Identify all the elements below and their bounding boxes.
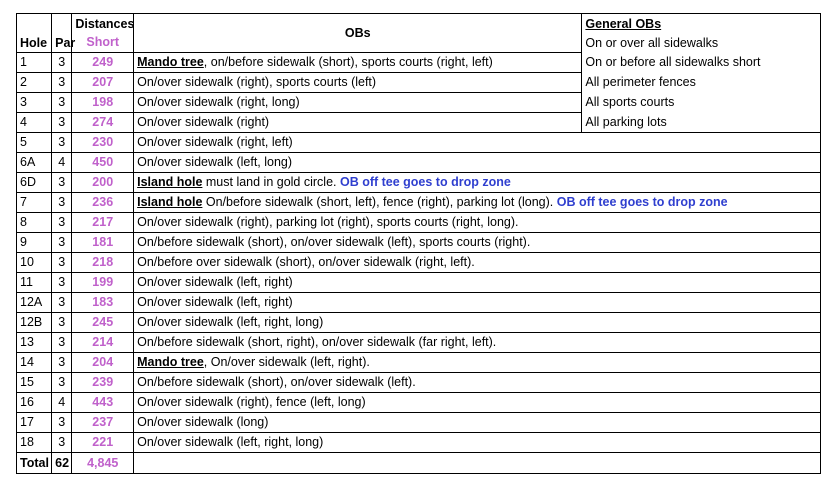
par-value: 3 xyxy=(52,432,72,452)
distance-value: 274 xyxy=(72,112,134,132)
par-value: 3 xyxy=(52,272,72,292)
ob-text: On/over sidewalk (right, left) xyxy=(137,135,293,149)
table-row xyxy=(17,252,821,272)
hole-number: 7 xyxy=(17,192,52,212)
distances-header xyxy=(72,14,134,53)
general-ob-item: All sports courts xyxy=(582,92,821,112)
obs-header: OBs xyxy=(134,14,582,53)
total-row xyxy=(17,452,821,473)
par-value: 3 xyxy=(52,332,72,352)
general-ob-item: All perimeter fences xyxy=(582,72,821,92)
distance-value: 199 xyxy=(72,272,134,292)
distance-value: 204 xyxy=(72,352,134,372)
ob-description xyxy=(134,412,821,432)
par-value: 3 xyxy=(52,172,72,192)
general-ob-item: On or before all sidewalks short xyxy=(582,52,821,72)
distance-value: 450 xyxy=(72,152,134,172)
total-distance: 4,845 xyxy=(72,452,134,473)
distance-value: 200 xyxy=(72,172,134,192)
ob-description xyxy=(134,72,582,92)
distance-value: 198 xyxy=(72,92,134,112)
hole-number: 14 xyxy=(17,352,52,372)
distances-short-label: Short xyxy=(86,34,120,49)
ob-note: OB off tee goes to drop zone xyxy=(339,175,511,189)
general-obs-header: General OBs xyxy=(582,14,821,34)
ob-text: On/before sidewalk (short, right), on/over sidewalk (far right, left). xyxy=(137,335,497,349)
par-value: 3 xyxy=(52,352,72,372)
total-par: 62 xyxy=(52,452,72,473)
table-row xyxy=(17,432,821,452)
ob-description xyxy=(134,172,821,192)
distance-value: 443 xyxy=(72,392,134,412)
ob-description xyxy=(134,372,821,392)
hole-number: 10 xyxy=(17,252,52,272)
ob-description xyxy=(134,432,821,452)
table-row xyxy=(17,292,821,312)
ob-description xyxy=(134,292,821,312)
table-row xyxy=(17,392,821,412)
ob-text: On/over sidewalk (right, long) xyxy=(137,95,300,109)
ob-text: On/over sidewalk (right), fence (left, long) xyxy=(137,395,366,409)
par-value: 3 xyxy=(52,112,72,132)
table-row xyxy=(17,232,821,252)
hole-number: 12A xyxy=(17,292,52,312)
par-value: 3 xyxy=(52,232,72,252)
hole-number: 6A xyxy=(17,152,52,172)
par-value: 3 xyxy=(52,312,72,332)
table-row xyxy=(17,72,821,92)
course-ob-table xyxy=(16,13,821,474)
ob-text: On/over sidewalk (right), parking lot (right), sports courts (right, long). xyxy=(137,215,519,229)
table-row xyxy=(17,312,821,332)
hole-header: Hole xyxy=(17,14,52,53)
ob-description xyxy=(134,212,821,232)
table-row xyxy=(17,52,821,72)
ob-lead: Island hole xyxy=(137,175,203,189)
ob-text: On/over sidewalk (right), sports courts (left) xyxy=(137,75,377,89)
distance-value: 236 xyxy=(72,192,134,212)
ob-note: OB off tee goes to drop zone xyxy=(556,195,728,209)
ob-description xyxy=(134,272,821,292)
ob-text: On/before sidewalk (short, left), fence (right), parking lot (long). xyxy=(202,195,557,209)
ob-description xyxy=(134,192,821,212)
ob-text: On/before sidewalk (short), on/over sidewalk (left). xyxy=(137,375,416,389)
hole-number: 16 xyxy=(17,392,52,412)
ob-description xyxy=(134,152,821,172)
distance-value: 207 xyxy=(72,72,134,92)
distance-value: 249 xyxy=(72,52,134,72)
par-value: 3 xyxy=(52,252,72,272)
par-value: 3 xyxy=(52,212,72,232)
hole-number: 12B xyxy=(17,312,52,332)
par-value: 3 xyxy=(52,132,72,152)
table-row xyxy=(17,172,821,192)
distance-value: 218 xyxy=(72,252,134,272)
distance-value: 230 xyxy=(72,132,134,152)
table-row xyxy=(17,332,821,352)
hole-number: 6D xyxy=(17,172,52,192)
table-row xyxy=(17,272,821,292)
distance-value: 183 xyxy=(72,292,134,312)
table-row xyxy=(17,412,821,432)
table-row xyxy=(17,352,821,372)
ob-description xyxy=(134,132,821,152)
ob-text: On/over sidewalk (left, long) xyxy=(137,155,293,169)
hole-number: 4 xyxy=(17,112,52,132)
ob-text: , on/before sidewalk (short), sports courts (right, left) xyxy=(203,55,493,69)
ob-description xyxy=(134,352,821,372)
hole-number: 15 xyxy=(17,372,52,392)
ob-description xyxy=(134,232,821,252)
hole-number: 1 xyxy=(17,52,52,72)
hole-number: 2 xyxy=(17,72,52,92)
general-ob-item: On or over all sidewalks xyxy=(582,33,821,52)
par-value: 3 xyxy=(52,292,72,312)
ob-description xyxy=(134,392,821,412)
ob-text: must land in gold circle. xyxy=(202,175,340,189)
ob-description xyxy=(134,92,582,112)
hole-number: 17 xyxy=(17,412,52,432)
ob-description xyxy=(134,332,821,352)
par-value: 3 xyxy=(52,372,72,392)
hole-number: 8 xyxy=(17,212,52,232)
par-value: 3 xyxy=(52,412,72,432)
distance-value: 239 xyxy=(72,372,134,392)
par-value: 3 xyxy=(52,92,72,112)
table-row xyxy=(17,212,821,232)
ob-text: On/over sidewalk (right) xyxy=(137,115,270,129)
distance-value: 181 xyxy=(72,232,134,252)
hole-number: 11 xyxy=(17,272,52,292)
ob-description xyxy=(134,312,821,332)
ob-lead: Island hole xyxy=(137,195,203,209)
par-value: 4 xyxy=(52,392,72,412)
par-value: 3 xyxy=(52,52,72,72)
ob-text: On/before over sidewalk (short), on/over sidewalk (right, left). xyxy=(137,255,475,269)
ob-text: On/over sidewalk (left, right, long) xyxy=(137,315,324,329)
general-ob-item: All parking lots xyxy=(582,112,821,132)
table-row xyxy=(17,152,821,172)
total-label: Total xyxy=(17,452,52,473)
hole-number: 9 xyxy=(17,232,52,252)
ob-text: On/over sidewalk (left, right) xyxy=(137,295,293,309)
ob-lead: Mando tree xyxy=(137,355,204,369)
hole-number: 3 xyxy=(17,92,52,112)
hole-number: 5 xyxy=(17,132,52,152)
total-blank xyxy=(134,452,821,473)
ob-description xyxy=(134,112,582,132)
ob-description xyxy=(134,252,821,272)
ob-text: On/over sidewalk (left, right, long) xyxy=(137,435,324,449)
ob-description xyxy=(134,52,582,72)
distance-value: 214 xyxy=(72,332,134,352)
table-row xyxy=(17,112,821,132)
ob-text: On/over sidewalk (left, right) xyxy=(137,275,293,289)
distances-title: Distances xyxy=(75,16,135,31)
hole-number: 13 xyxy=(17,332,52,352)
table-row xyxy=(17,372,821,392)
ob-text: On/over sidewalk (long) xyxy=(137,415,269,429)
distance-value: 221 xyxy=(72,432,134,452)
table-row xyxy=(17,92,821,112)
distance-value: 217 xyxy=(72,212,134,232)
ob-text: , On/over sidewalk (left, right). xyxy=(203,355,370,369)
par-value: 3 xyxy=(52,72,72,92)
ob-lead: Mando tree xyxy=(137,55,204,69)
distance-value: 245 xyxy=(72,312,134,332)
distance-value: 237 xyxy=(72,412,134,432)
table-row xyxy=(17,192,821,212)
header-row xyxy=(17,14,821,34)
par-header: Par xyxy=(52,14,72,53)
par-value: 3 xyxy=(52,192,72,212)
hole-number: 18 xyxy=(17,432,52,452)
ob-text: On/before sidewalk (short), on/over sidewalk (left), sports courts (right). xyxy=(137,235,531,249)
par-value: 4 xyxy=(52,152,72,172)
table-row xyxy=(17,132,821,152)
